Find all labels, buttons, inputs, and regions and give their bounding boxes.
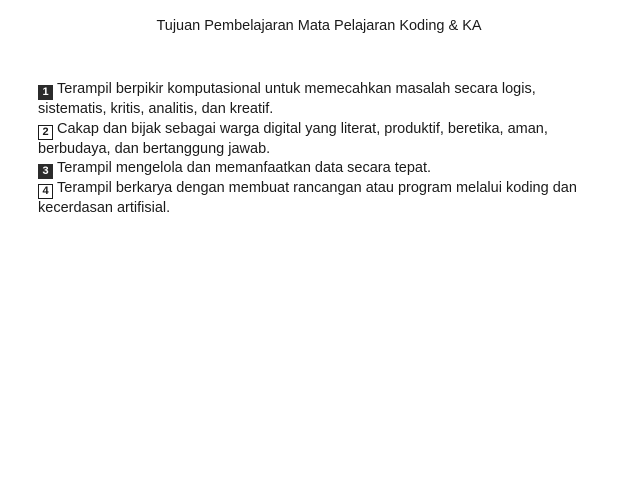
objective-item-4	[38, 179, 598, 219]
objective-text-3: Terampil mengelola dan memanfaatkan data secara tepat.	[57, 160, 431, 176]
objective-item-3	[38, 159, 598, 179]
objective-text-1: Terampil berpikir komputasional untuk memecahkan masalah secara logis, sistematis, kritis, analitis, dan kreatif.	[38, 81, 536, 117]
keycap-number-3-icon: 3	[38, 164, 53, 179]
keycap-number-1-icon: 1	[38, 85, 53, 100]
objectives-list	[38, 80, 598, 219]
objective-item-2	[38, 120, 598, 160]
objective-text-2: Cakap dan bijak sebagai warga digital yang literat, produktif, beretika, aman, berbudaya, dan bertanggung jawab.	[38, 120, 548, 157]
keycap-number-2-icon: 2	[38, 125, 53, 140]
keycap-number-4-icon: 4	[38, 184, 53, 199]
slide-title: Tujuan Pembelajaran Mata Pelajaran Koding & KA	[156, 18, 482, 34]
objective-item-1	[38, 80, 598, 120]
objective-text-4: Terampil berkarya dengan membuat rancangan atau program melalui koding dan kecerdasan artifisial.	[38, 180, 577, 216]
